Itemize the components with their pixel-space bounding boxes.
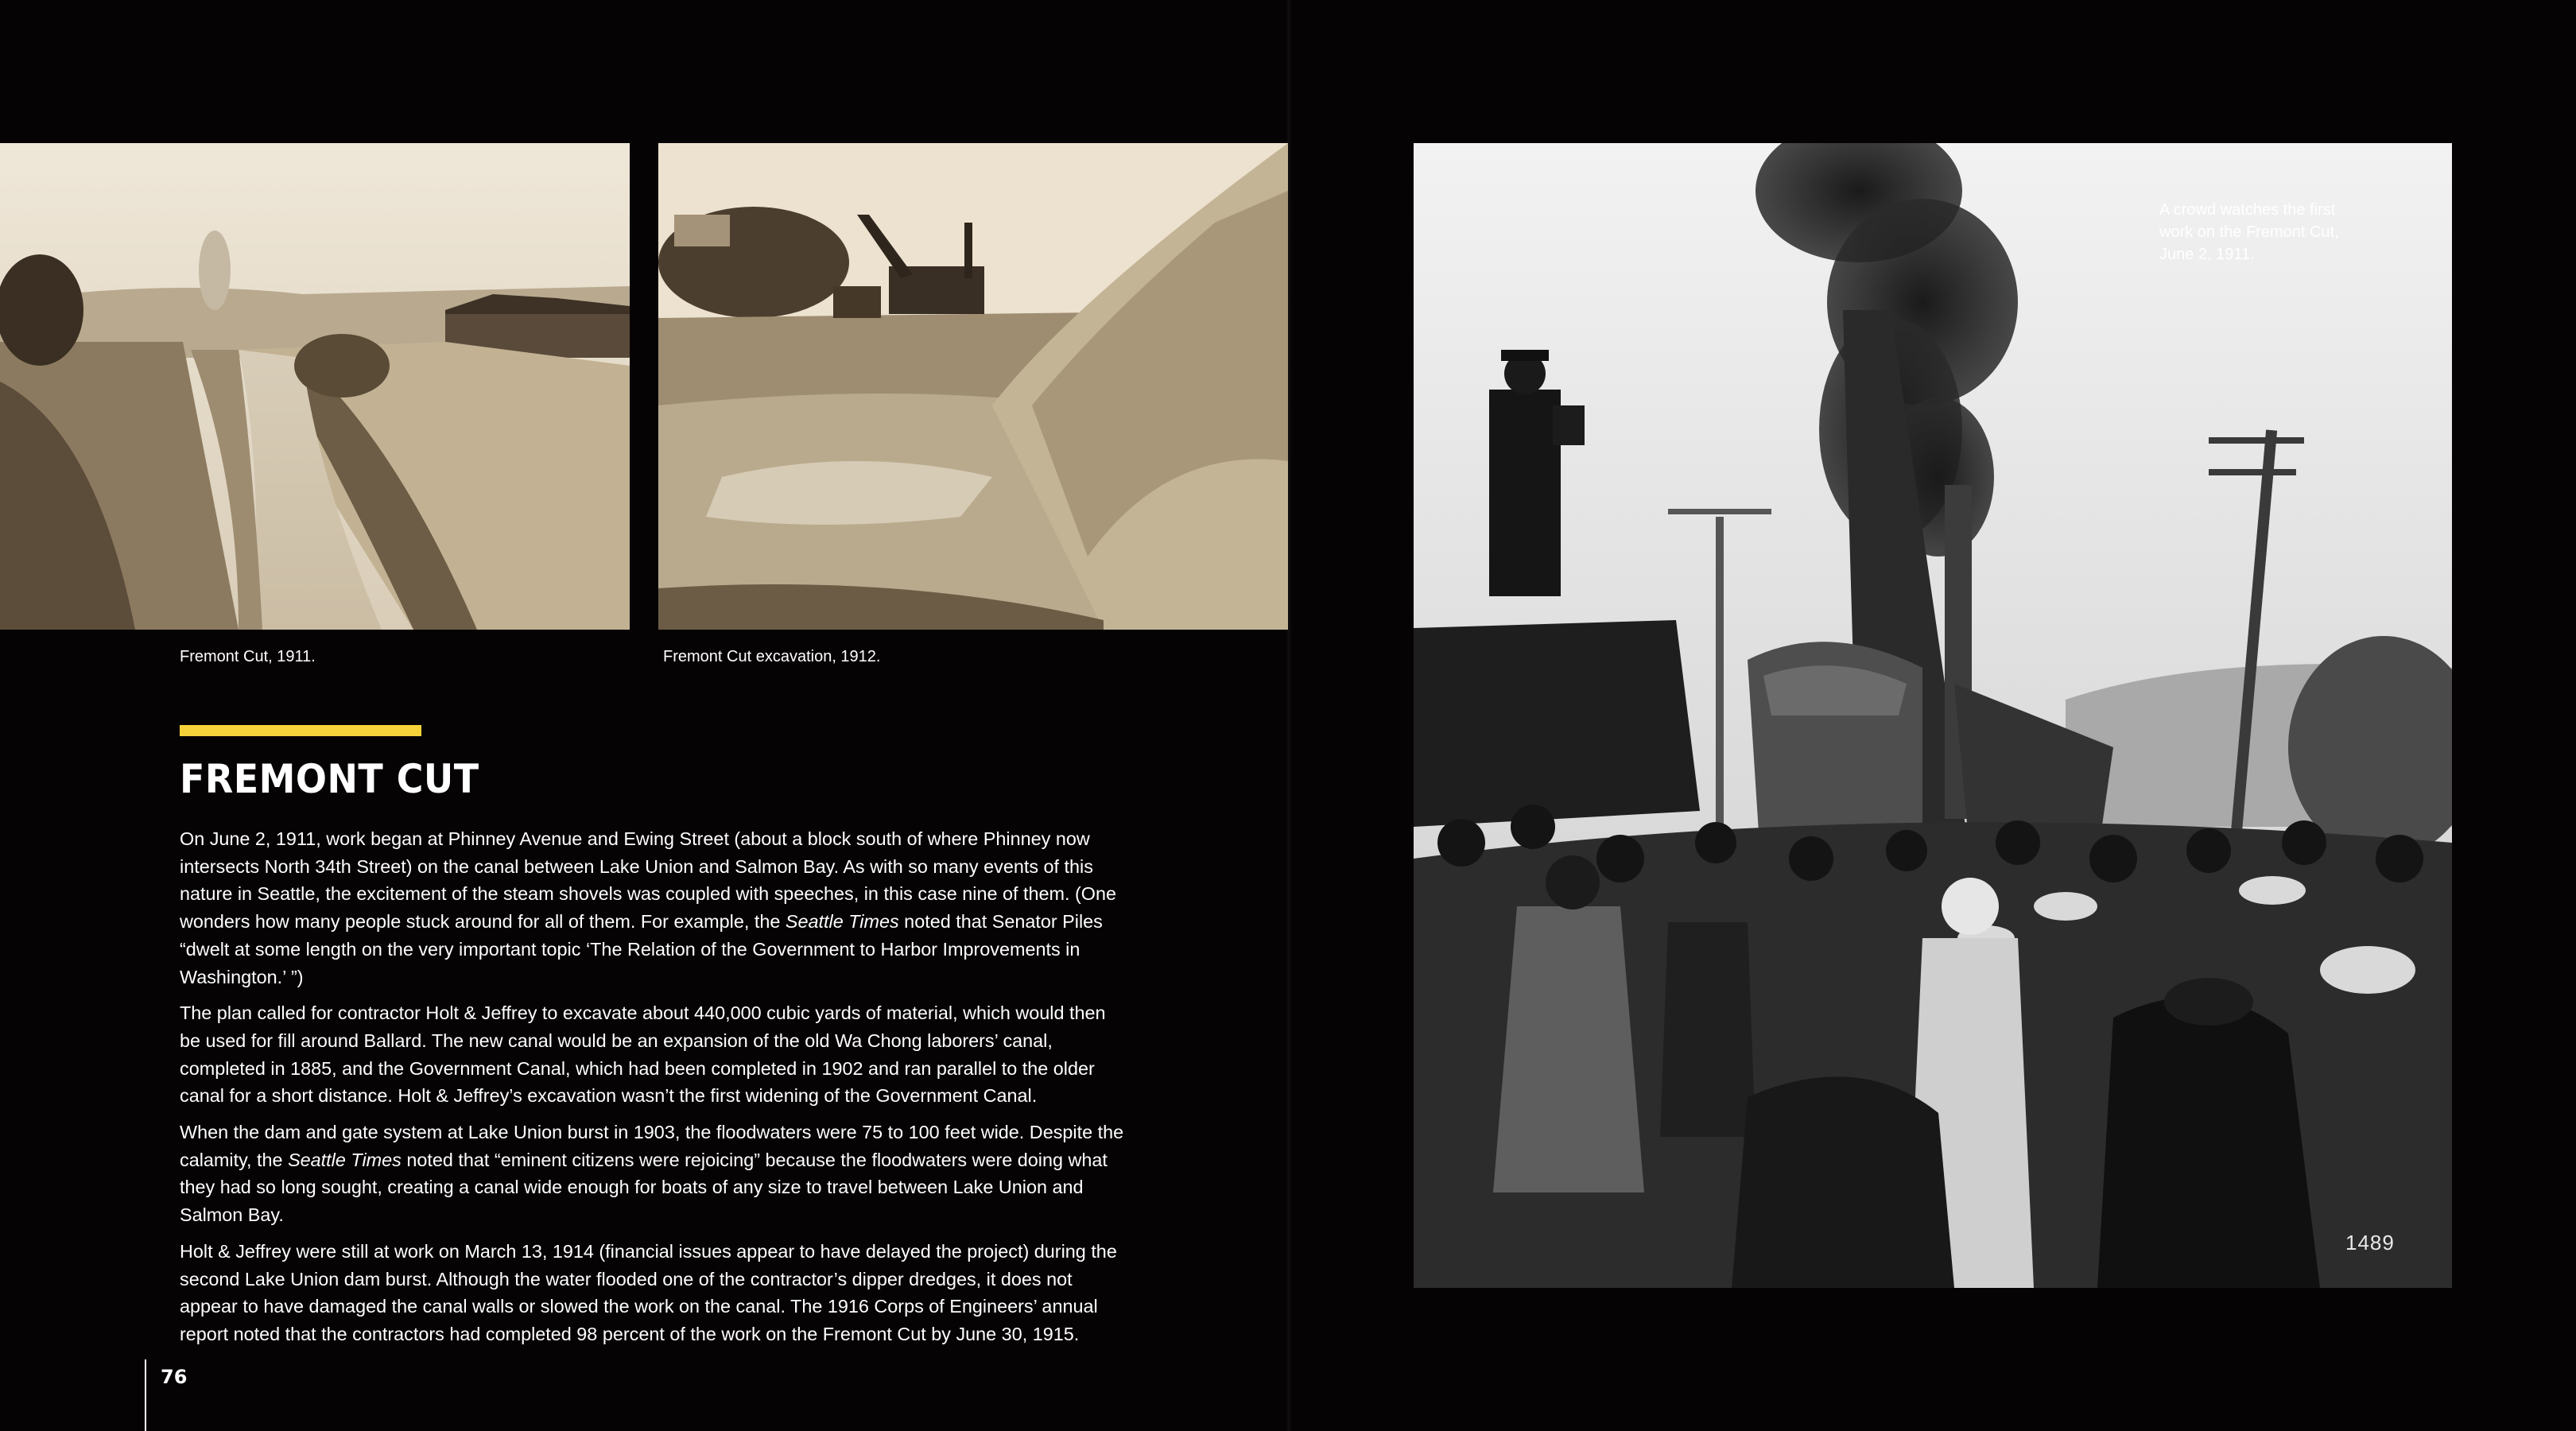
paragraph-text: When the dam and gate system at Lake Union burst in 1903, the floodwaters were 75 to 100 feet wide. Despite the calamity, the [180,1122,1124,1170]
folio-rule [145,1359,146,1431]
paragraph-text: On June 2, 1911, work began at Phinney Avenue and Ewing Street (about a block south of where Phinney now intersects North 34th Street) on the canal between Lake Union and Salmon Bay. As with so many events of this nature in Seattle, the excitement of the steam shovels was coupled with speeches, in this case nine of them. (One wonders how many people stuck around for all of them. For example, the [180,828,1116,933]
caption-photo-3-line-1: A crowd watches the first [2159,201,2336,219]
caption-photo-2: Fremont Cut excavation, 1912. [663,648,881,665]
publication-title: Seattle Times [288,1149,402,1170]
caption-photo-3-line-2: work on the Fremont Cut, [2159,223,2339,241]
paragraph-text: Holt & Jeffrey were still at work on March 13, 1914 (financial issues appear to have delayed the project) during the second Lake Union dam burst. Although the water flooded one of the contractor’s dipper dredges, it does not appear to have damaged the canal walls or slowed the work on the canal. The 1916 Corps of Engineers’ annual report noted that the contractors had completed 98 percent of the work on the Fremont Cut by June 30, 1915. [180,1240,1117,1344]
article-paragraph [180,1119,1126,1229]
paragraph-text: noted that Senator Piles “dwelt at some length on the very important topic ‘The Relation of the Government to Harbor Improvements in Washington.’ ”) [180,911,1103,987]
photo-negative-number: 1489 [2345,1231,2395,1255]
publication-title: Seattle Times [785,911,899,933]
page-number: 76 [161,1366,188,1388]
paragraph-text: noted that “eminent citizens were rejoicing” because the floodwaters were doing what they had so long sought, creating a canal wide enough for boats of any size to travel between Lake Union and Salmon Bay. [180,1149,1108,1226]
caption-photo-3-line-3: June 2, 1911. [2159,246,2255,263]
photo-fremont-cut-excavation-1912 [658,143,1288,630]
section-heading: FREMONT CUT [180,756,479,802]
heading-accent-bar [180,725,421,736]
article-paragraph [180,999,1126,1110]
caption-photo-1: Fremont Cut, 1911. [180,648,316,665]
caption-photo-3 [2159,199,2358,266]
photo-fremont-cut-1911 [0,143,630,630]
article-paragraph [180,1238,1126,1348]
article-paragraph [180,825,1126,991]
photo-crowd-first-work [1414,143,2452,1288]
paragraph-text: The plan called for contractor Holt & Jeffrey to excavate about 440,000 cubic yards of material, which would then be used for fill around Ballard. The new canal would be an expansion of the old Wa Chong laborers’ canal, completed in 1885, and the Government Canal, which had been completed in 1902 and ran parallel to the older canal for a short distance. Holt & Jeffrey’s excavation wasn’t the first widening of the Government Canal. [180,1002,1106,1107]
article-body [180,825,1126,1357]
